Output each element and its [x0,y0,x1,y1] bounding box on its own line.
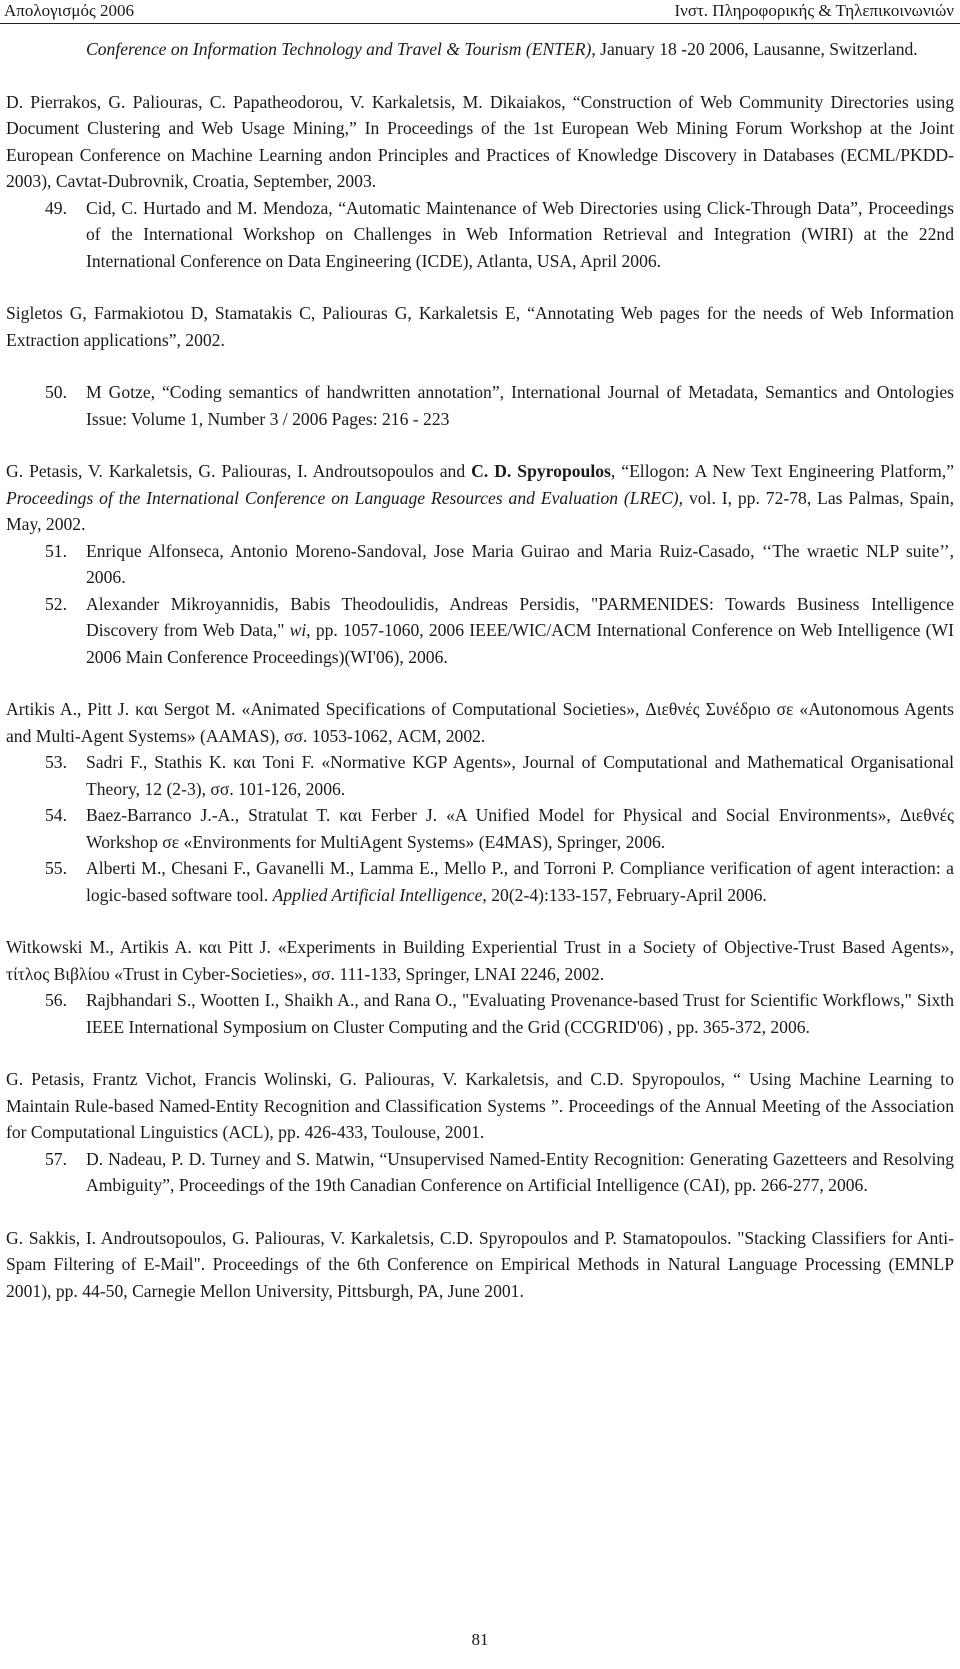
reference-number: 55. [45,858,67,878]
page-header [0,0,960,25]
header-report-title: Απολογισμός 2006 [4,1,134,20]
reference-49 [6,195,954,275]
reference-text-a: Alberti M., Chesani F., Gavanelli M., Lamma E., Mello P., and Torroni P. Compliance verification of agent interaction: a logic-based software tool. [86,858,954,905]
reference-text-a: Alexander Mikroyannidis, Babis Theodoulidis, Andreas Persidis, "PARMENIDES: Towards Business Intelligence Discovery from Web Data," [86,593,954,640]
ref-ellogon-authors: G. Petasis, V. Karkaletsis, G. Paliouras, I. Androutsopoulos and [6,461,472,481]
reference-number: 49. [45,197,67,218]
reference-number: 56. [45,990,67,1010]
reference-artikis: Artikis A., Pitt J. και Sergot M. «Animated Specifications of Computational Societies», Διεθνές Συνέδριο σε «Autonomous Agents and Multi-Agent Systems» (AAMAS), σσ. 1053-1062, ACM, 2002. [6,699,954,746]
reference-text-b: , 20(2-4):133-157, February-April 2006. [482,884,767,905]
reference-petasis-2001: G. Petasis, Frantz Vichot, Francis Wolinski, G. Paliouras, V. Karkaletsis, and C.D. Spyropoulos, “ Using Machine Learning to Maintain Rule-based Named-Entity Recognition and Classification Systems ”. Proceedings of the Annual Meeting of the Association for Computational Linguistics (ACL), pp. 426-433, Toulouse, 2001. [6,1069,954,1142]
reference-number: 52. [45,593,67,614]
reference-sigletos: Sigletos G, Farmakiotou D, Stamatakis C, Paliouras G, Karkaletsis E, “Annotating Web pages for the needs of Web Information Extraction applications”, 2002. [6,303,954,350]
reference-text: M Gotze, “Coding semantics of handwritten annotation”, International Journal of Metadata, Semantics and Ontologies Issue: Volume 1, Number 3 / 2006 Pages: 216 - 223 [86,382,954,429]
reference-text-italic: wi [289,620,307,640]
reference-number: 53. [45,752,67,772]
reference-text: D. Nadeau, P. D. Turney and S. Matwin, “Unsupervised Named-Entity Recognition: Generating Gazetteers and Resolving Ambiguity”, Proceedings of the 19th Canadian Conference on Artificial Intelligence (CAI), pp. 266-277, 2006. [86,1148,954,1195]
reference-57 [6,1146,954,1199]
ref-enter-text: , January 18 -20 2006, Lausanne, Switzerland. [591,39,918,59]
reference-text-b: , pp. 1057-1060, 2006 IEEE/WIC/ACM International Conference on Web Intelligence (WI 2006 Main Conference Proceedings)(WI'06), 2006. [86,620,954,667]
reference-text: Baez-Barranco J.-A., Stratulat T. και Ferber J. «A Unified Model for Physical and Social Environments», Διεθνές Workshop σε «Environments for MultiAgent Systems» (E4MAS), Springer, 2006. [86,805,954,852]
reference-ellogon [6,458,954,538]
ref-ellogon-title: , “Ellogon: A New Text Engineering Platform,” [610,461,955,481]
reference-number: 54. [45,805,67,825]
reference-sakkis: G. Sakkis, I. Androutsopoulos, G. Paliouras, V. Karkaletsis, C.D. Spyropoulos and P. Stamatopoulos. "Stacking Classifiers for Anti-Spam Filtering of E-Mail". Proceedings of the 6th Conference on Empirical Methods in Natural Language Processing (EMNLP 2001), pp. 44-50, Carnegie Mellon University, Pittsburgh, PA, June 2001. [6,1227,954,1301]
reference-number: 51. [45,540,67,561]
reference-56 [6,987,954,1040]
reference-text-italic: Applied Artificial Intelligence [272,884,483,905]
reference-50 [6,379,954,432]
reference-text: Cid, C. Hurtado and M. Mendoza, “Automatic Maintenance of Web Directories using Click-Through Data”, Proceedings of the International Workshop on Challenges in Web Information Retrieval and Integration (WIRI) at the 22nd International Conference on Data Engineering (ICDE), Atlanta, USA, April 2006. [86,197,954,271]
page-number: 81 [471,1630,489,1649]
reference-enter-continuation [6,36,954,63]
header-institute: Ινστ. Πληροφορικής & Τηλεπικοινωνιών [674,1,954,20]
reference-text: Sadri F., Stathis K. και Toni F. «Normative KGP Agents», Journal of Computational and Mathematical Organisational Theory, 12 (2-3), σσ. 101-126, 2006. [86,752,954,799]
reference-number: 57. [45,1148,67,1169]
ref-ellogon-bold-author: C. D. Spyropoulos [471,461,611,481]
ref-ellogon-details: vol. I, pp. 72-78, Las Palmas, Spain, May, 2002. [6,487,954,534]
reference-text: Rajbhandari S., Wootten I., Shaikh A., and Rana O., "Evaluating Provenance-based Trust for Scientific Workflows," Sixth IEEE International Symposium on Cluster Computing and the Grid (CCGRID'06) , pp. 365-372, 2006. [86,990,954,1037]
ref-enter-italic: Conference on Information Technology and Travel & Tourism (ENTER) [86,39,592,59]
reference-51 [6,538,954,591]
header-rule [0,23,960,24]
reference-text: Enrique Alfonseca, Antonio Moreno-Sandoval, Jose Maria Guirao and Maria Ruiz-Casado, ‘‘The wraetic NLP suite’’, 2006. [86,540,954,587]
reference-52 [6,591,954,671]
reference-53 [6,749,954,802]
reference-number: 50. [45,382,67,402]
reference-pierrakos: D. Pierrakos, G. Paliouras, C. Papatheodorou, V. Karkaletsis, M. Dikaiakos, “Construction of Web Community Directories using Document Clustering and Web Usage Mining,” In Proceedings of the 1st European Web Mining Forum Workshop at the Joint European Conference on Machine Learning andon Principles and Practices of Knowledge Discovery in Databases (ECML/PKDD-2003), Cavtat-Dubrovnik, Croatia, September, 2003. [6,91,954,191]
ref-ellogon-venue: Proceedings of the International Conference on Language Resources and Evaluation (LREC), [6,487,684,508]
reference-55 [6,855,954,908]
references-body [6,36,954,1304]
reference-witkowski: Witkowski M., Artikis A. και Pitt J. «Experiments in Building Experiential Trust in a Society of Objective-Trust Based Agents», τίτλος Βιβλίου «Trust in Cyber-Societies», σσ. 111-133, Springer, LNAI 2246, 2002. [6,937,954,984]
reference-54 [6,802,954,855]
